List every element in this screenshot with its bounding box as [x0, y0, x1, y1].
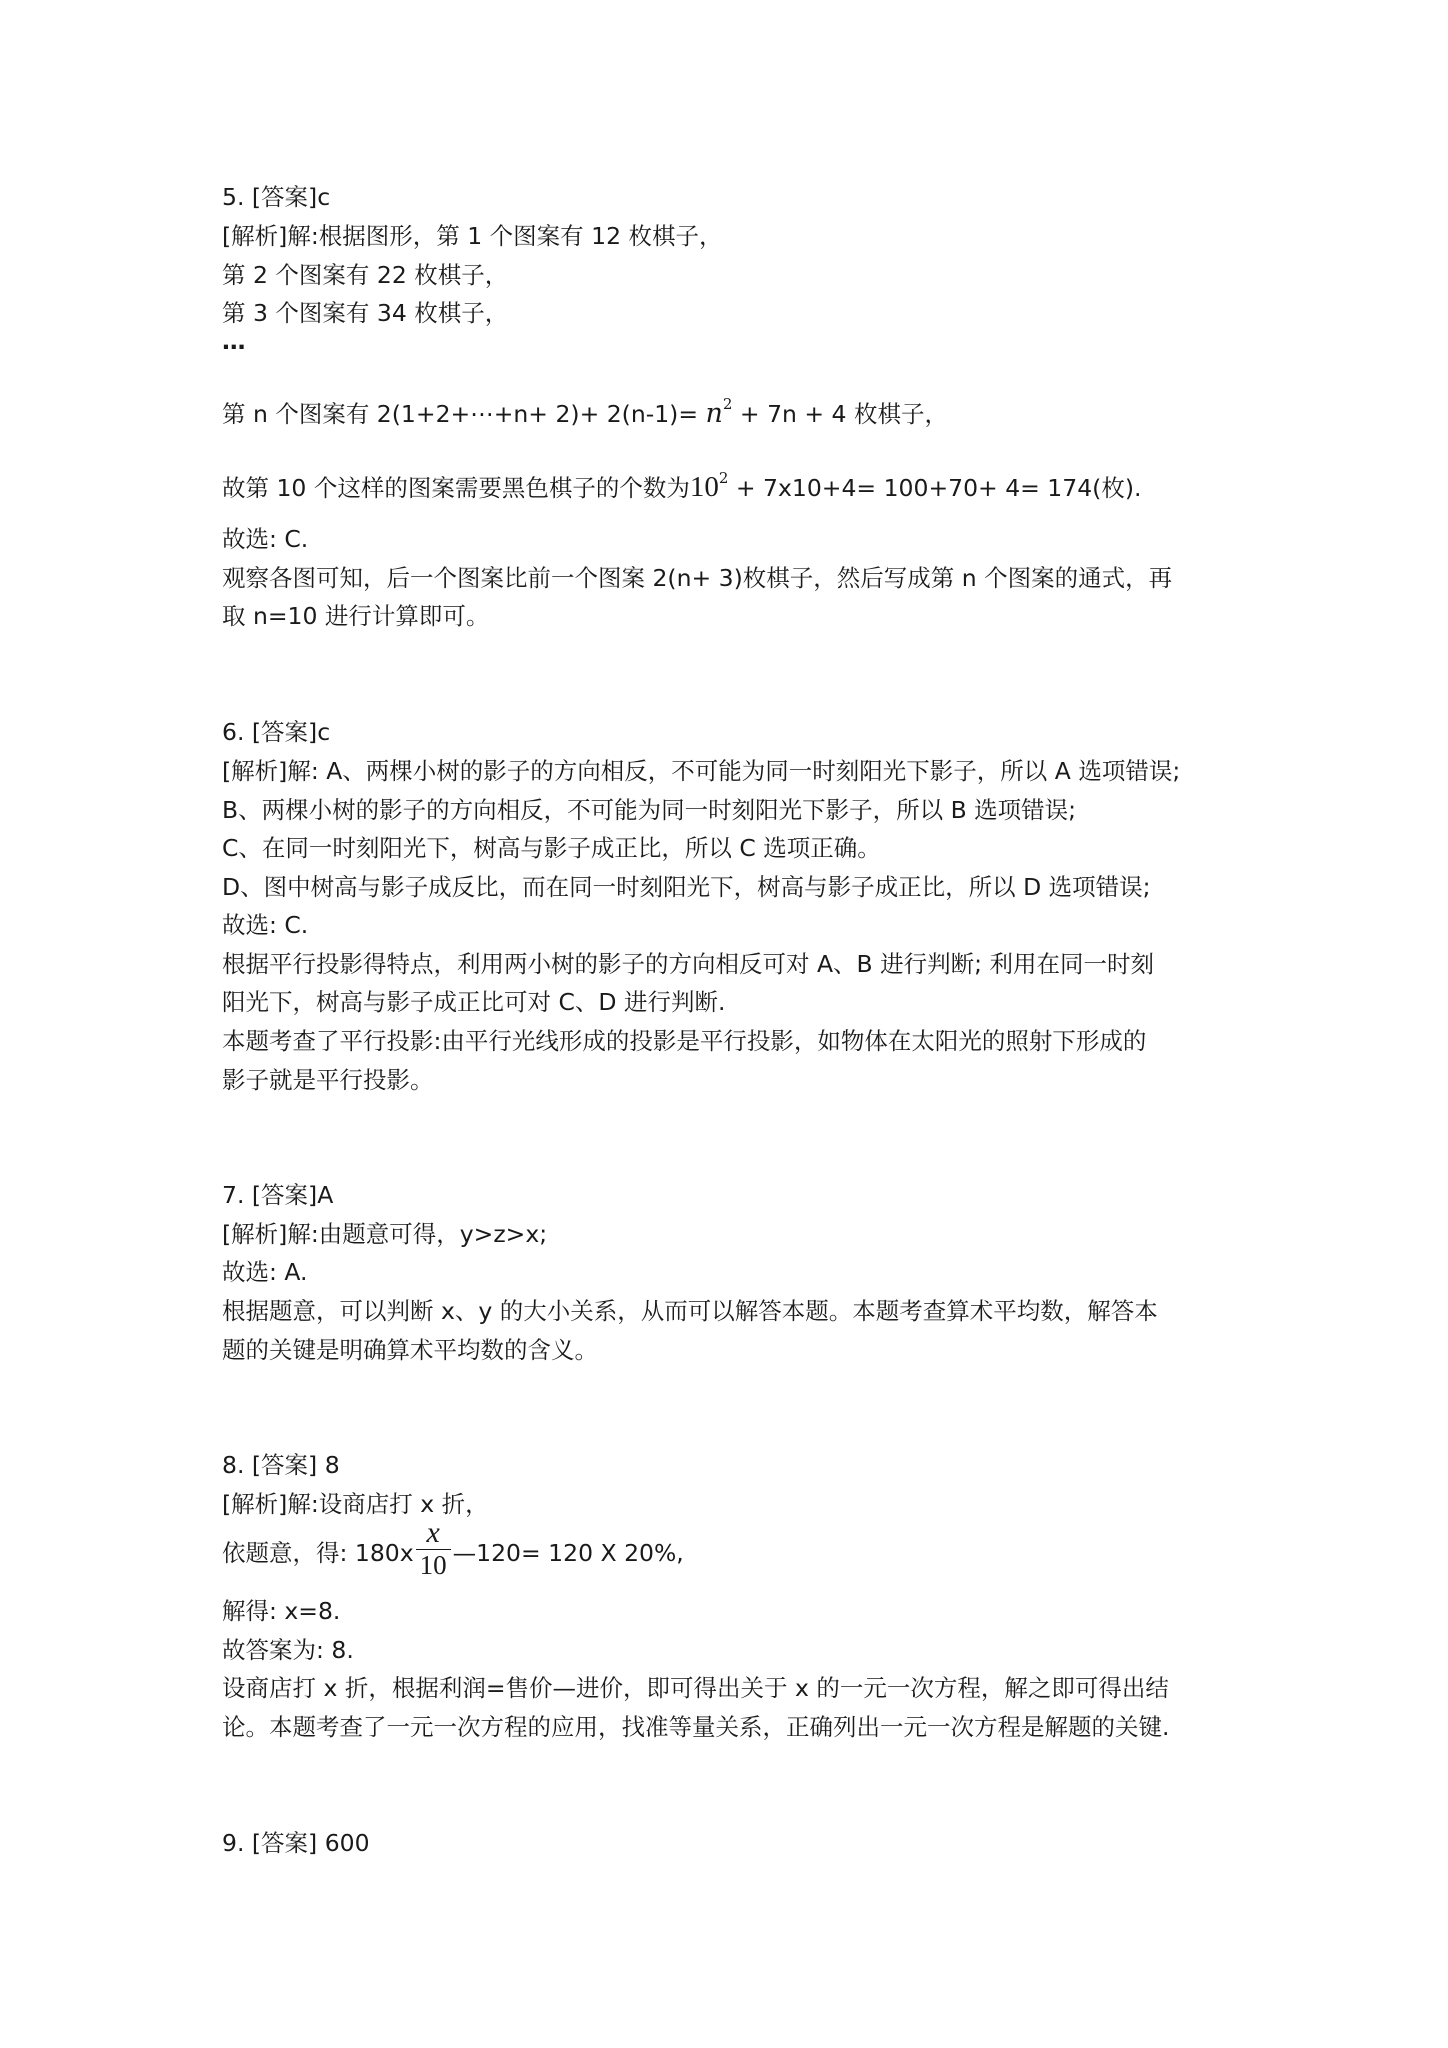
q5-note-1: 观察各图可知，后一个图案比前一个图案 2(n+ 3)枚棋子，然后写成第 n 个图案的通式，再: [222, 564, 1173, 592]
q8-answer: 8. [答案] 8: [222, 1451, 340, 1479]
q8-note-2: 论。本题考查了一元一次方程的应用，找准等量关系，正确列出一元一次方程是解题的关键.: [222, 1713, 1170, 1741]
q5-line-2: 第 2 个图案有 22 枚棋子，: [222, 261, 509, 289]
q7-note-2: 题的关键是明确算术平均数的含义。: [222, 1336, 598, 1364]
q8-fraction: $\frac{x}{10}$: [416, 1517, 451, 1580]
q6-note-4: 影子就是平行投影。: [222, 1066, 434, 1094]
q7-note-1: 根据题意，可以判断 x、y 的大小关系，从而可以解答本题。本题考查算术平均数，解答本: [222, 1297, 1158, 1325]
q5-note-2: 取 n=10 进行计算即可。: [222, 602, 490, 630]
q5-analysis: [解析]解:根据图形，第 1 个图案有 12 枚棋子，: [222, 222, 723, 250]
q6-option-b: B、两棵小树的影子的方向相反，不可能为同一时刻阳光下影子，所以 B 选项错误;: [222, 796, 1077, 824]
q8-analysis: [解析]解:设商店打 x 折，: [222, 1490, 489, 1518]
q6-note-1: 根据平行投影得特点，利用两小树的影子的方向相反可对 A、B 进行判断; 利用在同一时刻: [222, 950, 1155, 978]
q6-answer: 6. [答案]c: [222, 718, 331, 746]
q6-choose: 故选: C.: [222, 911, 309, 939]
q6-analysis: [解析]解: A、两棵小树的影子的方向相反，不可能为同一时刻阳光下影子，所以 A 选项错误;: [222, 757, 1181, 785]
q8-note-1: 设商店打 x 折，根据利润=售价—进价，即可得出关于 x 的一元一次方程，解之即可得出结: [222, 1674, 1169, 1702]
q7-analysis: [解析]解:由题意可得，y>z>x;: [222, 1220, 548, 1248]
q5-ellipsis: …: [222, 327, 246, 355]
q9-answer: 9. [答案] 600: [222, 1829, 370, 1857]
q8-solve: 解得: x=8.: [222, 1597, 341, 1625]
q6-option-d: D、图中树高与影子成反比，而在同一时刻阳光下，树高与影子成正比，所以 D 选项错误;: [222, 873, 1151, 901]
q5-choose: 故选: C.: [222, 525, 309, 553]
q5-line-3: 第 3 个图案有 34 枚棋子，: [222, 299, 509, 327]
q5-tenth-formula: 故第 10 个这样的图案需要黑色棋子的个数为$10^2 + 7x10+4= 100+70+ 4= 174$(枚).: [222, 469, 1142, 503]
q7-answer: 7. [答案]A: [222, 1181, 334, 1209]
q5-answer: 5. [答案]c: [222, 183, 331, 211]
q5-nth-formula: 第 n 个图案有 2(1+2+⋯+n+ $2)+ 2(n-1)= n^2 + 7n + 4$ 枚棋子，: [222, 395, 948, 429]
q6-note-2: 阳光下，树高与影子成正比可对 C、D 进行判断.: [222, 988, 726, 1016]
q6-note-3: 本题考查了平行投影:由平行光线形成的投影是平行投影，如物体在太阳光的照射下形成的: [222, 1027, 1147, 1055]
q8-result: 故答案为: 8.: [222, 1636, 354, 1664]
q7-choose: 故选: A.: [222, 1258, 308, 1286]
q8-equation: 依题意，得: 180x $\frac{x}{10}$ —120= 120 X 20%,: [222, 1516, 684, 1580]
q6-option-c: C、在同一时刻阳光下，树高与影子成正比，所以 C 选项正确。: [222, 834, 881, 862]
